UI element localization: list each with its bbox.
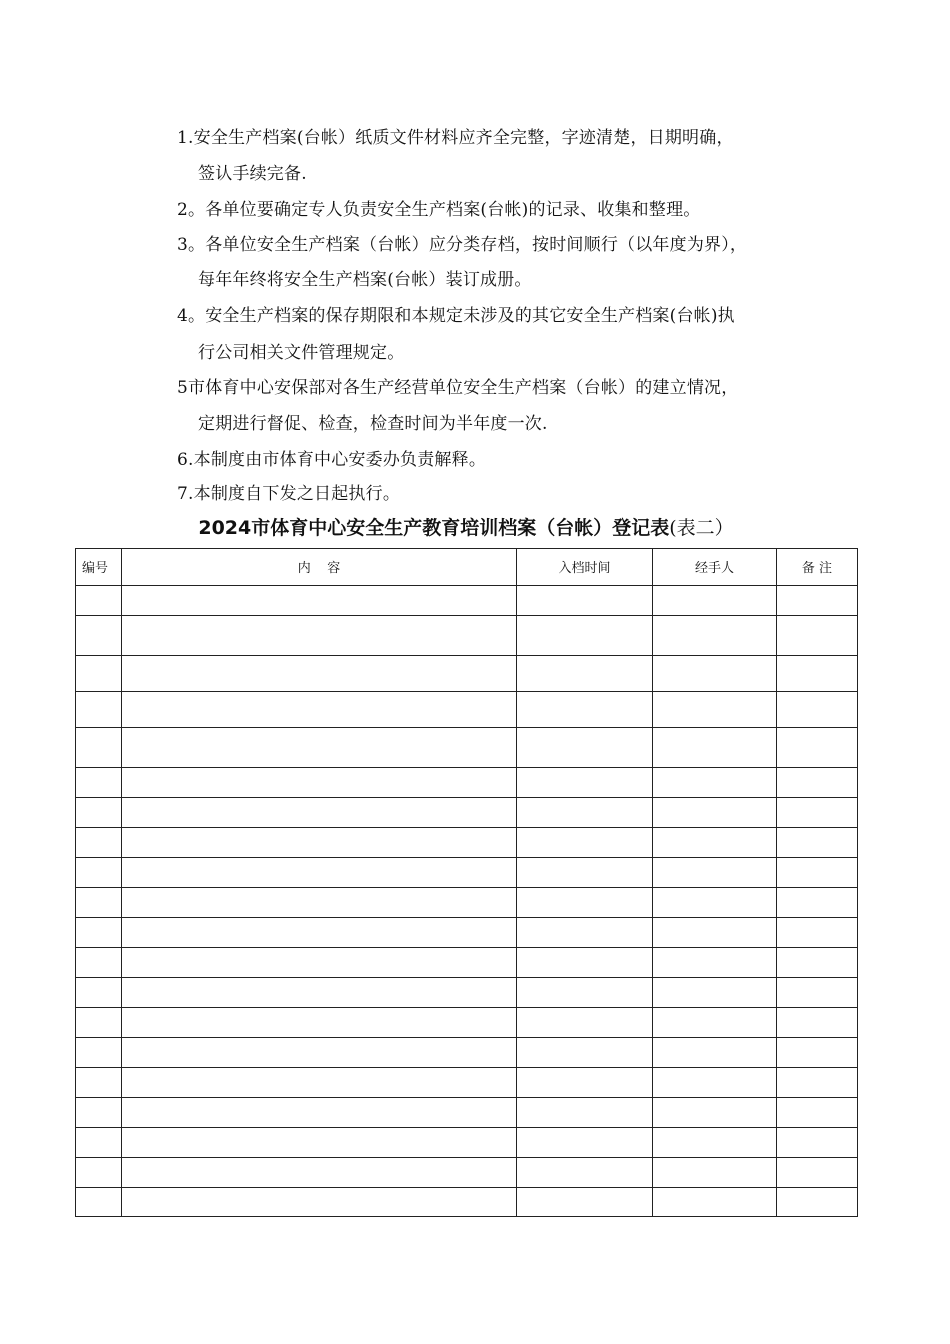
table-title-main: 2024市体育中心安全生产教育培训档案（台帐）登记表 — [198, 517, 670, 539]
cell-content — [122, 656, 517, 692]
cell-handler — [653, 1068, 777, 1098]
cell-content — [122, 948, 517, 978]
cell-date — [517, 858, 653, 888]
cell-remark — [777, 798, 858, 828]
register-table — [75, 548, 858, 1217]
table-row — [76, 586, 858, 616]
cell-remark — [777, 1038, 858, 1068]
cell-no — [76, 1068, 122, 1098]
cell-handler — [653, 768, 777, 798]
cell-date — [517, 656, 653, 692]
table-row — [76, 1128, 858, 1158]
table-row — [76, 948, 858, 978]
table-row — [76, 656, 858, 692]
cell-content — [122, 1158, 517, 1188]
cell-handler — [653, 1008, 777, 1038]
cell-content — [122, 1068, 517, 1098]
cell-remark — [777, 828, 858, 858]
cell-no — [76, 1128, 122, 1158]
cell-content — [122, 1188, 517, 1217]
cell-handler — [653, 978, 777, 1008]
rule-2: 2。各单位要确定专人负责安全生产档案(台帐)的记录、收集和整理。 — [177, 200, 701, 220]
table-row — [76, 888, 858, 918]
table-row — [76, 1008, 858, 1038]
table-row — [76, 1068, 858, 1098]
cell-no — [76, 586, 122, 616]
cell-date — [517, 1068, 653, 1098]
cell-handler — [653, 1158, 777, 1188]
cell-remark — [777, 768, 858, 798]
table-header-row — [76, 549, 858, 586]
cell-no — [76, 888, 122, 918]
cell-handler — [653, 828, 777, 858]
cell-date — [517, 798, 653, 828]
rule-5-line-2: 定期进行督促、检查，检查时间为半年度一次. — [198, 414, 548, 434]
cell-handler — [653, 586, 777, 616]
cell-remark — [777, 918, 858, 948]
cell-date — [517, 828, 653, 858]
cell-date — [517, 1188, 653, 1217]
table-title — [0, 515, 932, 541]
rule-4-line-1: 4。安全生产档案的保存期限和本规定未涉及的其它安全生产档案(台帐)执 — [177, 306, 735, 326]
cell-remark — [777, 1008, 858, 1038]
cell-handler — [653, 692, 777, 728]
cell-remark — [777, 1098, 858, 1128]
cell-remark — [777, 1068, 858, 1098]
cell-remark — [777, 1158, 858, 1188]
cell-no — [76, 948, 122, 978]
header-handler: 经手人 — [653, 549, 777, 586]
cell-content — [122, 1098, 517, 1128]
cell-remark — [777, 692, 858, 728]
cell-date — [517, 1158, 653, 1188]
header-date: 入档时间 — [517, 549, 653, 586]
header-content: 内 容 — [122, 549, 517, 586]
table-title-suffix: (表二） — [669, 517, 734, 539]
table-body — [76, 586, 858, 1217]
table-row — [76, 1038, 858, 1068]
cell-handler — [653, 948, 777, 978]
cell-content — [122, 616, 517, 656]
cell-no — [76, 1038, 122, 1068]
table-row — [76, 768, 858, 798]
cell-date — [517, 728, 653, 768]
cell-no — [76, 1158, 122, 1188]
cell-content — [122, 1008, 517, 1038]
table-row — [76, 1158, 858, 1188]
cell-content — [122, 768, 517, 798]
cell-no — [76, 1008, 122, 1038]
rule-4-line-2: 行公司相关文件管理规定。 — [198, 343, 405, 363]
cell-date — [517, 1128, 653, 1158]
cell-handler — [653, 798, 777, 828]
cell-content — [122, 858, 517, 888]
cell-no — [76, 728, 122, 768]
cell-date — [517, 888, 653, 918]
cell-content — [122, 586, 517, 616]
cell-handler — [653, 858, 777, 888]
cell-remark — [777, 858, 858, 888]
cell-no — [76, 918, 122, 948]
cell-remark — [777, 1128, 858, 1158]
table-row — [76, 1098, 858, 1128]
cell-remark — [777, 978, 858, 1008]
cell-remark — [777, 1188, 858, 1217]
cell-date — [517, 1038, 653, 1068]
cell-no — [76, 656, 122, 692]
cell-no — [76, 1098, 122, 1128]
cell-content — [122, 1128, 517, 1158]
table-row — [76, 918, 858, 948]
cell-handler — [653, 728, 777, 768]
cell-handler — [653, 1128, 777, 1158]
cell-date — [517, 918, 653, 948]
cell-content — [122, 728, 517, 768]
cell-date — [517, 1098, 653, 1128]
cell-content — [122, 798, 517, 828]
cell-content — [122, 888, 517, 918]
cell-no — [76, 858, 122, 888]
table-row — [76, 828, 858, 858]
cell-no — [76, 768, 122, 798]
cell-content — [122, 1038, 517, 1068]
cell-remark — [777, 948, 858, 978]
cell-remark — [777, 888, 858, 918]
cell-remark — [777, 656, 858, 692]
cell-content — [122, 828, 517, 858]
rule-7: 7.本制度自下发之日起执行。 — [177, 484, 401, 504]
table-row — [76, 798, 858, 828]
table-row — [76, 692, 858, 728]
cell-handler — [653, 1188, 777, 1217]
rule-5-line-1: 5市体育中心安保部对各生产经营单位安全生产档案（台帐）的建立情况， — [177, 378, 739, 398]
cell-remark — [777, 616, 858, 656]
rule-3-line-2: 每年年终将安全生产档案(台帐）装订成册。 — [198, 270, 532, 290]
cell-content — [122, 918, 517, 948]
cell-handler — [653, 918, 777, 948]
cell-handler — [653, 656, 777, 692]
table-row — [76, 1188, 858, 1217]
table-row — [76, 616, 858, 656]
cell-content — [122, 978, 517, 1008]
rule-3-line-1: 3。各单位安全生产档案（台帐）应分类存档，按时间顺行（以年度为界）， — [177, 235, 748, 255]
cell-no — [76, 616, 122, 656]
rule-1-line-1: 1.安全生产档案(台帐）纸质文件材料应齐全完整，字迹清楚，日期明确， — [177, 128, 734, 148]
cell-remark — [777, 728, 858, 768]
table-row — [76, 978, 858, 1008]
cell-handler — [653, 1038, 777, 1068]
header-no: 编号 — [76, 549, 122, 586]
cell-date — [517, 978, 653, 1008]
header-remark: 备 注 — [777, 549, 858, 586]
cell-remark — [777, 586, 858, 616]
rule-1-line-2: 签认手续完备. — [198, 164, 307, 184]
cell-date — [517, 768, 653, 798]
cell-date — [517, 1008, 653, 1038]
table-row — [76, 728, 858, 768]
rule-6: 6.本制度由市体育中心安委办负责解释。 — [177, 450, 487, 470]
cell-handler — [653, 888, 777, 918]
cell-date — [517, 616, 653, 656]
table-row — [76, 858, 858, 888]
cell-date — [517, 948, 653, 978]
cell-handler — [653, 1098, 777, 1128]
cell-no — [76, 692, 122, 728]
cell-no — [76, 978, 122, 1008]
cell-content — [122, 692, 517, 728]
cell-date — [517, 586, 653, 616]
cell-no — [76, 1188, 122, 1217]
cell-handler — [653, 616, 777, 656]
cell-date — [517, 692, 653, 728]
cell-no — [76, 798, 122, 828]
cell-no — [76, 828, 122, 858]
